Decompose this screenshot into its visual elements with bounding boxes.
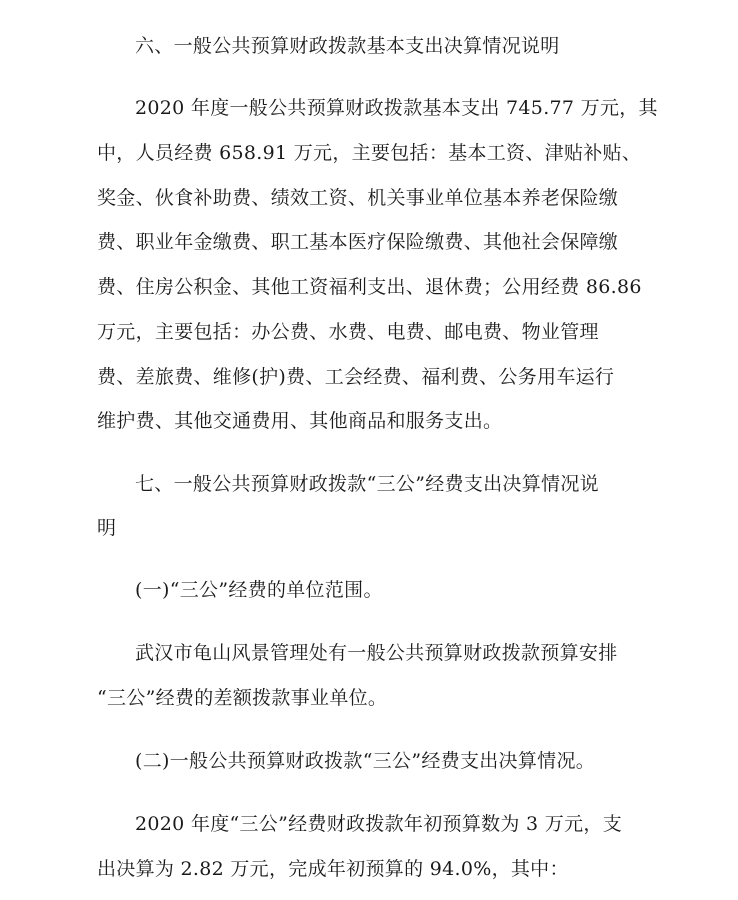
paragraph-line: 万元，主要包括：办公费、水费、电费、邮电费、物业管理: [97, 321, 599, 343]
section7-heading-continued: 明: [97, 517, 117, 539]
paragraph-line: 费、差旅费、维修(护)费、工会经费、福利费、公务用车运行: [97, 366, 615, 388]
section7-heading: 七、一般公共预算财政拨款“三公”经费支出决算情况说: [135, 473, 599, 495]
paragraph-line: “三公”经费的差额拨款事业单位。: [97, 687, 388, 709]
paragraph-line: 中，人员经费 658.91 万元，主要包括：基本工资、津贴补贴、: [97, 142, 642, 164]
paragraph-line: 2020 年度“三公”经费财政拨款年初预算数为 3 万元，支: [135, 813, 622, 835]
paragraph-line: 费、住房公积金、其他工资福利支出、退休费；公用经费 86.86: [97, 276, 642, 298]
paragraph-line: 2020 年度一般公共预算财政拨款基本支出 745.77 万元，其: [135, 97, 658, 119]
paragraph-line: 维护费、其他交通费用、其他商品和服务支出。: [97, 410, 503, 432]
paragraph-line: 奖金、伙食补助费、绩效工资、机关事业单位基本养老保险缴: [97, 187, 619, 209]
paragraph-line: 费、职业年金缴费、职工基本医疗保险缴费、其他社会保障缴: [97, 231, 619, 253]
subsection1-heading: (一)“三公”经费的单位范围。: [135, 579, 383, 601]
section6-heading: 六、一般公共预算财政拨款基本支出决算情况说明: [135, 35, 560, 57]
paragraph-line: 武汉市龟山风景管理处有一般公共预算财政拨款预算安排: [135, 642, 618, 664]
subsection2-heading: (二)一般公共预算财政拨款“三公”经费支出决算情况。: [135, 750, 596, 772]
paragraph-line: 出决算为 2.82 万元，完成年初预算的 94.0%，其中：: [97, 858, 569, 880]
